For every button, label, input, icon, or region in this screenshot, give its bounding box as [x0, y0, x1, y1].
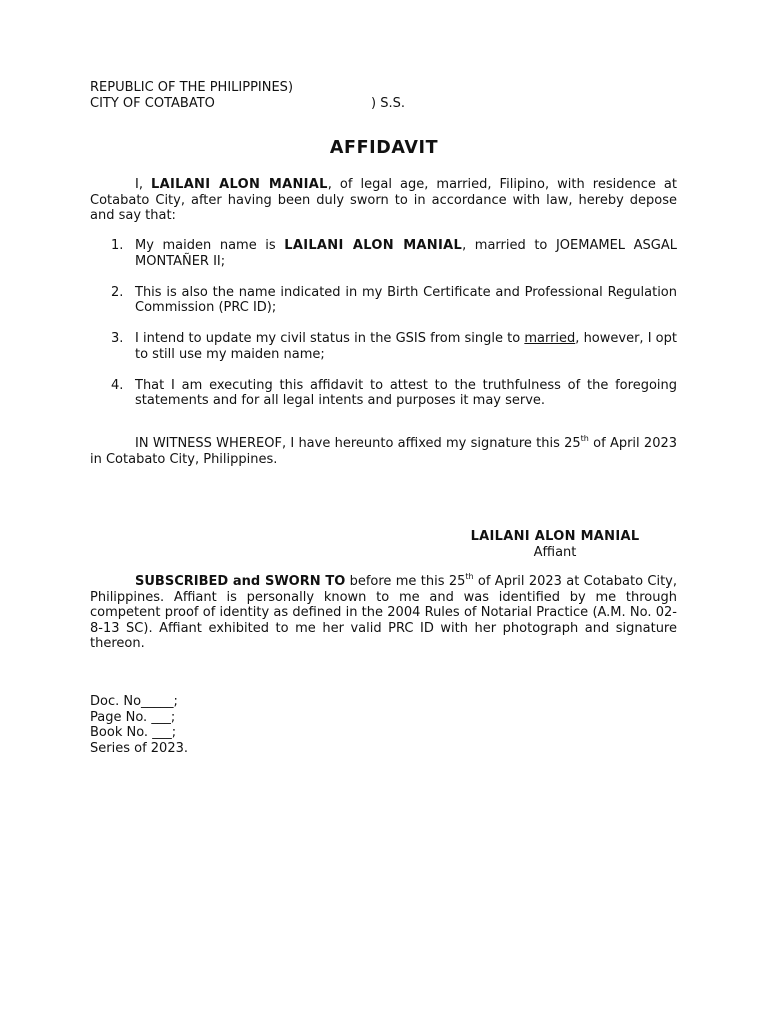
jurat-lead: before me this 25	[345, 574, 466, 589]
caption-city-line	[90, 96, 420, 112]
jurat-paragraph	[90, 571, 677, 652]
item-number: 1.	[111, 238, 124, 253]
signature-block	[430, 529, 680, 560]
document-title: AFFIDAVIT	[329, 138, 439, 158]
intro-rest: , of legal age, married, Filipino, with residence at Cotabato City, after having been duly sworn to in accordance with law, hereby depose and say that:	[90, 177, 677, 223]
item-number: 2.	[111, 284, 124, 300]
jurat-rest: of April 2023 at Cotabato City, Philippines. Affiant is personally known to me and was identified by me through competent proof of identity as defined in the 2004 Rules of Notarial Practice (A.M. No. 02-8-13 SC). Affiant exhibited to me her valid PRC ID with her photograph and signature thereon.	[90, 574, 677, 651]
statement-list	[90, 238, 677, 424]
item-text: That I am executing this affidavit to attest to the truthfulness of the foregoing statements and for all legal intents and purposes it may serve.	[135, 377, 677, 408]
signatory-name: LAILANI ALON MANIAL	[470, 529, 640, 544]
witness-rest: of April 2023 in Cotabato City, Philippines.	[90, 436, 678, 467]
signatory-role: Affiant	[533, 544, 577, 560]
book-number: Book No. ___;	[90, 725, 177, 740]
affiant-name: LAILANI ALON MANIAL	[151, 177, 328, 192]
jurat-ordinal: th	[465, 571, 474, 581]
item-rest: , married to JOEMAMEL ASGAL MONTAÑER II;	[135, 238, 677, 269]
list-item	[90, 331, 677, 362]
underlined-married: married	[524, 331, 576, 346]
intro-paragraph	[90, 177, 677, 224]
page-number: Page No. ___;	[90, 709, 176, 725]
witness-lead: IN WITNESS WHEREOF, I have hereunto affixed my signature this 25	[135, 436, 581, 451]
item-rest: , however, I opt to still use my maiden name;	[135, 331, 677, 362]
item-lead: I intend to update my civil status in the GSIS from single to	[135, 331, 525, 346]
item-text: This is also the name indicated in my Birth Certificate and Professional Regulation Commission (PRC ID);	[135, 284, 677, 315]
series-year: Series of 2023.	[90, 740, 188, 756]
list-item	[90, 238, 677, 269]
intro-lead: I,	[135, 177, 152, 192]
item-number: 3.	[111, 331, 124, 346]
venue-caption	[90, 80, 420, 111]
item-lead: My maiden name is	[135, 238, 285, 253]
caption-republic: REPUBLIC OF THE PHILIPPINES)	[90, 80, 294, 95]
list-item	[90, 378, 677, 409]
caption-city: CITY OF COTABATO	[90, 95, 215, 111]
witness-ordinal: th	[580, 433, 589, 443]
witness-paragraph	[90, 433, 678, 467]
maiden-name: LAILANI ALON MANIAL	[284, 238, 463, 253]
notarial-register	[90, 694, 390, 756]
list-item	[90, 285, 677, 316]
caption-ss: ) S.S.	[371, 95, 405, 111]
doc-number: Doc. No_____;	[90, 694, 178, 709]
item-number: 4.	[111, 377, 124, 393]
jurat-bold: SUBSCRIBED and SWORN TO	[135, 574, 346, 589]
